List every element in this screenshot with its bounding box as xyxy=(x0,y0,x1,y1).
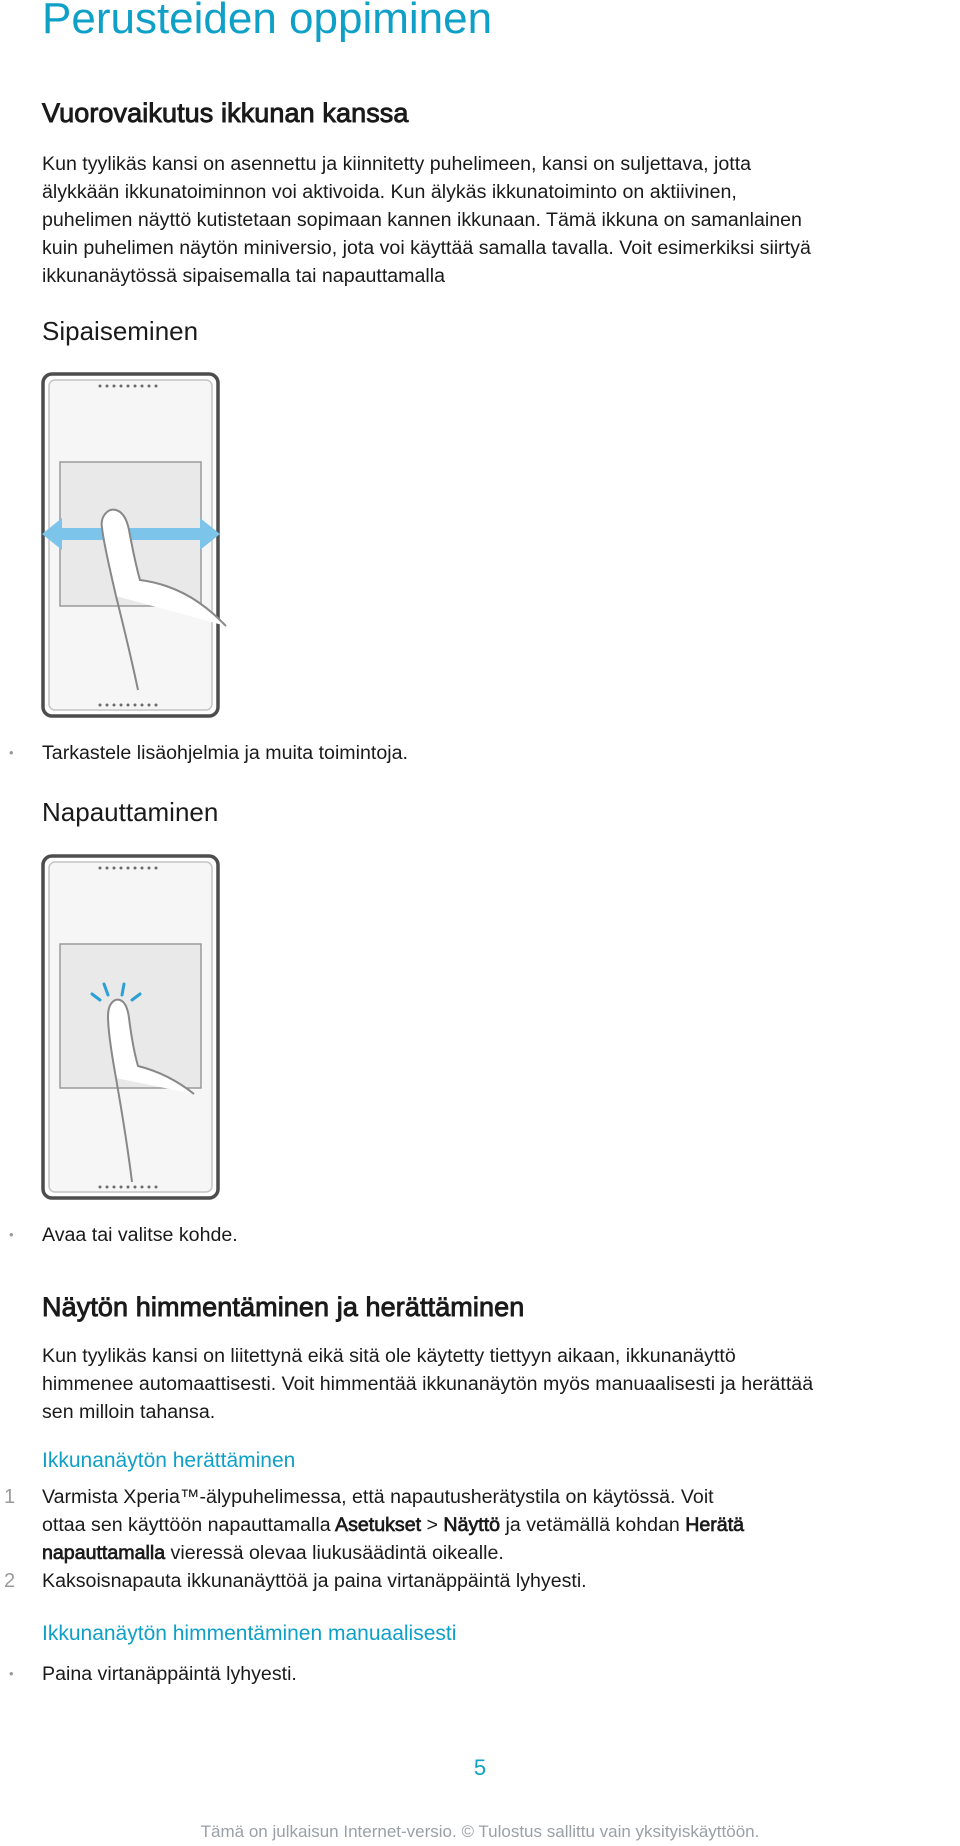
step-number: 1 xyxy=(4,1486,16,1508)
section-heading-dim-wake: Näytön himmentäminen ja herättäminen xyxy=(42,1292,525,1322)
dim-bullet-text: Paina virtanäppäintä lyhyesti. xyxy=(42,1663,297,1685)
page-number: 5 xyxy=(473,1755,487,1780)
step-text-fragment: ja vetämällä kohdan xyxy=(500,1514,686,1536)
tap-bullet-text: Avaa tai valitse kohde. xyxy=(42,1224,238,1246)
wake-heading: Ikkunanäytön herättäminen xyxy=(42,1449,296,1472)
ui-term-tap: napauttamalla xyxy=(42,1542,166,1564)
paragraph-line: Kun tyylikäs kansi on liitettynä eikä sitä ole käytetty tiettyyn aikaan, ikkunanäyttö xyxy=(42,1345,736,1367)
intro-line: ikkunanäytössä sipaisemalla tai napauttamalla xyxy=(42,265,445,287)
step-text-fragment: > xyxy=(421,1514,444,1536)
ui-term-display: Näyttö xyxy=(443,1514,501,1536)
step-text-fragment: vieressä olevaa liukusäädintä oikealle. xyxy=(165,1542,504,1564)
paragraph-line: sen milloin tahansa. xyxy=(42,1401,216,1423)
intro-line: älykkään ikkunatoiminnon voi aktivoida. Kun älykäs ikkunatoiminto on aktiivinen, xyxy=(42,181,737,203)
footer-note: Tämä on julkaisun Internet-versio. © Tulostus sallittu vain yksityiskäyttöön. xyxy=(200,1822,760,1841)
bullet-icon: • xyxy=(9,745,14,760)
dim-wake-paragraph xyxy=(42,1342,954,1426)
list-item xyxy=(0,1221,960,1251)
paragraph-line: himmenee automaattisesti. Voit himmentää ikkunanäytön myös manuaalisesti ja herättää xyxy=(42,1373,814,1395)
page-title: Perusteiden oppiminen xyxy=(42,0,493,43)
step-text-fragment: ottaa sen käyttöön napauttamalla xyxy=(42,1514,336,1536)
ui-term-settings: Asetukset xyxy=(335,1514,422,1536)
intro-line: kuin puhelimen näytön miniversio, jota voi käyttää samalla tavalla. Voit esimerkiksi siirtyä xyxy=(42,237,811,259)
intro-line: puhelimen näyttö kutistetaan sopimaan kannen ikkunaan. Tämä ikkuna on samanlainen xyxy=(42,209,802,231)
swipe-heading: Sipaiseminen xyxy=(42,316,199,346)
intro-line: Kun tyylikäs kansi on asennettu ja kiinnitetty puhelimeen, kansi on suljettava, jotta xyxy=(42,153,752,175)
tap-heading: Napauttaminen xyxy=(42,797,219,827)
step-text: Kaksoisnapauta ikkunanäyttöä ja paina virtanäppäintä lyhyesti. xyxy=(42,1570,587,1592)
bullet-icon: • xyxy=(9,1666,14,1681)
list-item xyxy=(0,739,960,769)
intro-paragraph xyxy=(42,150,954,290)
swipe-bullet-text: Tarkastele lisäohjelmia ja muita toimintoja. xyxy=(42,742,408,764)
step-line xyxy=(42,1539,954,1567)
tap-gesture-icon xyxy=(38,852,258,1202)
list-item xyxy=(0,1660,960,1690)
step-number: 2 xyxy=(4,1570,16,1592)
section-heading-interaction: Vuorovaikutus ikkunan kanssa xyxy=(42,98,409,128)
step-text xyxy=(42,1483,954,1567)
step-line: Varmista Xperia™-älypuhelimessa, että napautusherätystila on käytössä. Voit xyxy=(42,1486,714,1508)
bullet-icon: • xyxy=(9,1227,14,1242)
swipe-gesture-icon xyxy=(38,370,258,720)
ui-term-wake: Herätä xyxy=(685,1514,745,1536)
step-line xyxy=(42,1511,954,1539)
dim-heading: Ikkunanäytön himmentäminen manuaalisesti xyxy=(42,1622,457,1645)
